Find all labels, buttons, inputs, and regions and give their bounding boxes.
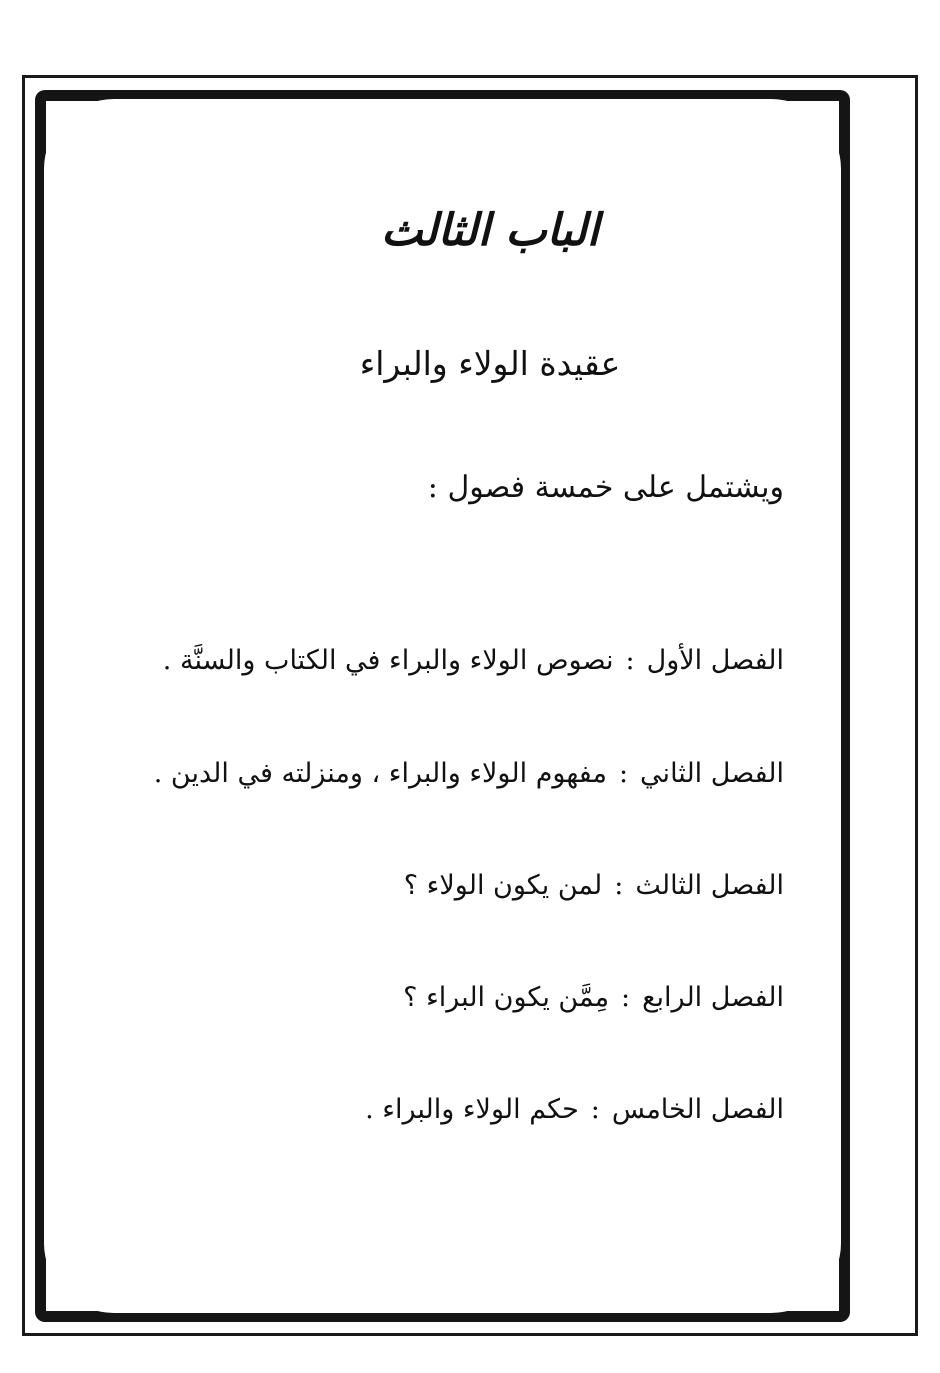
section-title: نصوص الولاء والبراء في الكتاب والسنَّة . [162,645,614,676]
section-4 [403,982,784,1013]
section-title: مِمَّن يكون البراء ؟ [403,982,610,1013]
section-1 [163,645,784,676]
chapter-subject: عقيدة الولاء والبراء [359,344,621,383]
section-title: حكم الولاء والبراء . [365,1094,579,1125]
separator: : [621,982,631,1013]
section-label: الفصل الرابع [642,982,784,1013]
section-label: الفصل الخامس [611,1094,784,1125]
chapter-title: الباب الثالث [381,205,599,256]
chapter-intro: ويشتمل على خمسة فصول : [427,470,784,505]
section-3 [404,870,784,901]
section-2 [154,758,784,789]
separator: : [590,1094,600,1125]
separator: : [625,645,635,676]
section-label: الفصل الأول [646,645,784,676]
section-5 [365,1094,784,1125]
section-title: لمن يكون الولاء ؟ [403,870,603,901]
separator: : [618,758,629,789]
section-title: مفهوم الولاء والبراء ، ومنزلته في الدين . [153,758,607,789]
page-content-area [44,99,841,1313]
section-label: الفصل الثاني [640,758,784,789]
separator: : [614,870,624,901]
section-label: الفصل الثالث [635,870,784,901]
